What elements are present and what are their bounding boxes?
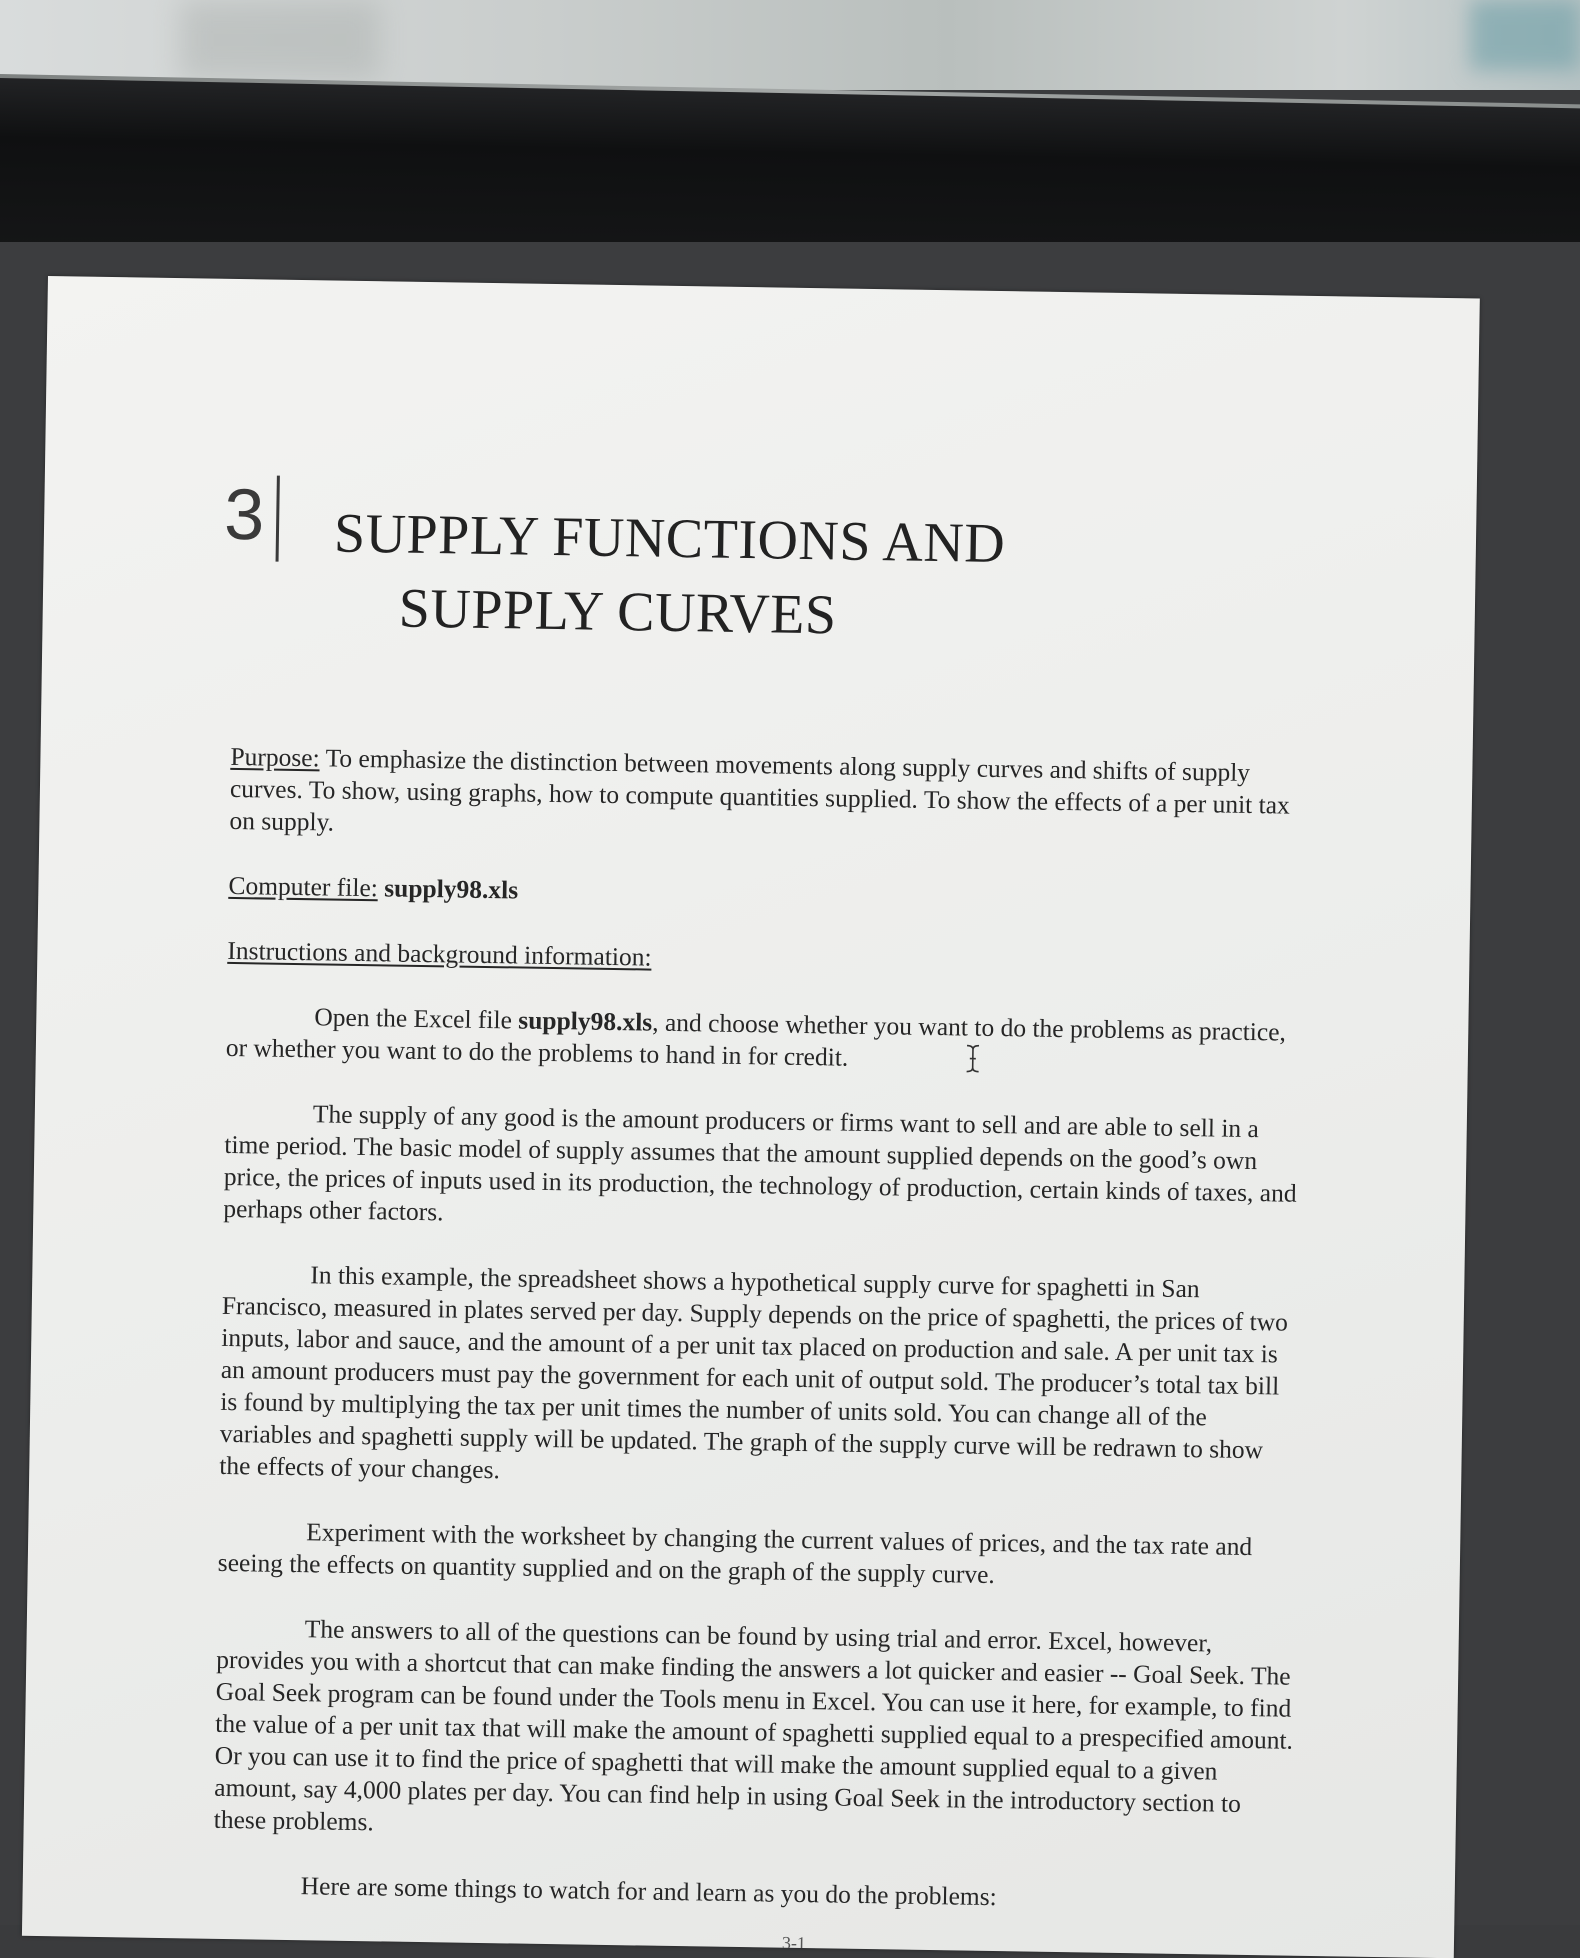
paragraph-things-to-watch: Here are some things to watch for and learn as you do the problems: <box>300 1871 997 1912</box>
paragraph-spreadsheet-example: In this example, the spreadsheet shows a hypothetical supply curve for spaghetti in San Francisco, measured in plates served per day. Supply depends on the price of spaghetti, the prices of two inputs, labor and sauce, and the amount of a per unit tax placed on production and sale. A per unit tax is an amount producers must pay the government for each unit of output sold. The producer’s total tax bill is found by multiplying the tax per unit times the number of units sold. You can change all of the variables and spaghetti supply will be updated. The graph of the supply curve will be redrawn to show the effects of your changes. <box>219 1260 1289 1485</box>
chapter-title-line: SUPPLY CURVES <box>398 577 838 647</box>
instructions-heading: Instructions and background information: <box>227 935 652 972</box>
computer-file-name: supply98.xls <box>384 873 519 905</box>
purpose-text: To emphasize the distinction between movements along supply curves and shifts of supply curves. To show, using graphs, how to compute quantities supplied. To show the effects of a per unit tax on supply. <box>229 743 1291 837</box>
chapter-title <box>332 497 1006 656</box>
purpose-paragraph <box>229 741 1310 854</box>
document-page <box>22 276 1480 1958</box>
background-blur <box>180 0 380 80</box>
file-name-inline: supply98.xls <box>518 1005 653 1037</box>
paragraph-text: , and choose whether you want to do the problems as practice, or whether you want to do the problems to hand in for credit. <box>225 1007 1287 1072</box>
computer-file-line <box>228 870 1308 919</box>
paragraph-open-file <box>226 1000 1307 1081</box>
text-cursor-icon <box>876 1042 892 1072</box>
document-body <box>212 741 1311 1951</box>
background-blur <box>1470 0 1580 70</box>
chapter-divider <box>276 476 280 562</box>
chapter-number: 3 <box>223 474 265 556</box>
paragraph-supply-definition: The supply of any good is the amount producers or firms want to sell and are able to sell in a time period. The basic model of supply assumes that the amount supplied depends on the good’s own price, the prices of inputs used in its production, the technology of production, certain kinds of taxes, and perhaps other factors. <box>223 1099 1297 1227</box>
paragraph-text: Open the Excel file <box>314 1002 519 1035</box>
background-wall <box>0 0 1580 90</box>
paragraph-goal-seek: The answers to all of the questions can be found by using trial and error. Excel, however, provides you with a shortcut that can make finding the answers a lot quicker and easier -- Goal Seek. The Goal Seek program can be found under the Tools menu in Excel. You can use it here, for example, to find the value of a per unit tax that will make the amount of spaghetti supplied equal to a prespecified amount. Or you can use it to find the price of spaghetti that will make the amount supplied equal to a given amount, say 4,000 plates per day. You can find help in using Goal Seek in the introductory section to these problems. <box>213 1614 1294 1837</box>
purpose-label: Purpose: <box>230 741 320 773</box>
page-number: 3-1 <box>781 1932 807 1954</box>
paragraph-experiment: Experiment with the worksheet by changing the current values of prices, and the tax rate and seeing the effects on quantity supplied and on the graph of the supply curve. <box>217 1517 1253 1590</box>
chapter-title-line: SUPPLY FUNCTIONS AND <box>333 502 1006 576</box>
instructions-heading-line <box>227 935 1307 984</box>
computer-file-label: Computer file: <box>228 870 379 903</box>
